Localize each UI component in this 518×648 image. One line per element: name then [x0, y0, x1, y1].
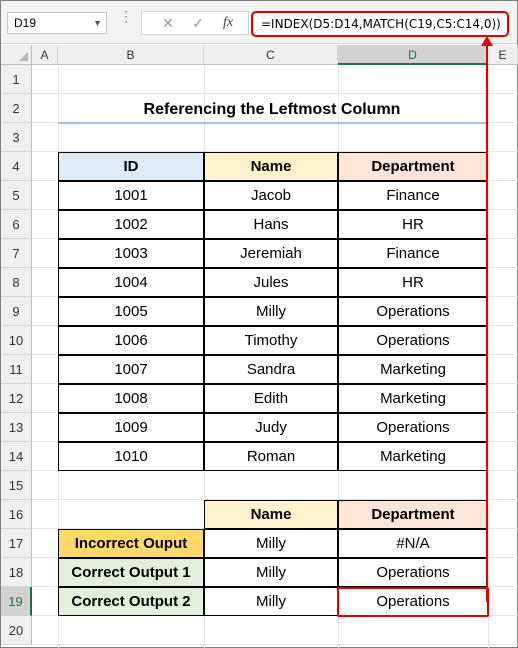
row-header-9[interactable]: 9 [1, 297, 32, 326]
table-cell[interactable]: 1009 [58, 413, 204, 442]
column-header-b[interactable]: B [58, 45, 204, 65]
row-header-7[interactable]: 7 [1, 239, 32, 268]
table-cell[interactable]: 1010 [58, 442, 204, 471]
selected-cell-highlight [337, 587, 489, 617]
row-header-19[interactable]: 19 [1, 587, 32, 616]
row-header-4[interactable]: 4 [1, 152, 32, 181]
table-cell[interactable]: Milly [204, 297, 338, 326]
table-cell[interactable]: Hans [204, 210, 338, 239]
table-cell[interactable]: Jacob [204, 181, 338, 210]
insert-function-icon[interactable]: fx [222, 15, 234, 30]
table-header-cell[interactable]: Name [204, 152, 338, 181]
row-header-16[interactable]: 16 [1, 500, 32, 529]
output-header-cell[interactable]: Department [338, 500, 488, 529]
table-cell[interactable]: Jeremiah [204, 239, 338, 268]
row-header-12[interactable]: 12 [1, 384, 32, 413]
select-all-button[interactable] [1, 45, 32, 65]
table-cell[interactable]: Jules [204, 268, 338, 297]
row-header-8[interactable]: 8 [1, 268, 32, 297]
row-header-13[interactable]: 13 [1, 413, 32, 442]
output-cell[interactable]: Operations [338, 558, 488, 587]
table-cell[interactable]: 1001 [58, 181, 204, 210]
output-cell[interactable]: Operations [338, 587, 488, 616]
output-cell[interactable]: Milly [204, 529, 338, 558]
row-header-14[interactable]: 14 [1, 442, 32, 471]
table-cell[interactable]: 1006 [58, 326, 204, 355]
table-header-cell[interactable]: ID [58, 152, 204, 181]
column-header-d[interactable]: D [338, 45, 488, 65]
row-header-6[interactable]: 6 [1, 210, 32, 239]
sheet-title: Referencing the Leftmost Column [143, 101, 401, 118]
table-cell[interactable]: Operations [338, 297, 488, 326]
table-cell[interactable]: Sandra [204, 355, 338, 384]
table-cell[interactable]: Roman [204, 442, 338, 471]
gridline [32, 93, 518, 94]
formula-buttons [141, 11, 249, 35]
column-header-e[interactable]: E [488, 45, 518, 65]
gridline [488, 65, 489, 648]
table-cell[interactable]: 1005 [58, 297, 204, 326]
table-cell[interactable]: Marketing [338, 442, 488, 471]
output-cell[interactable]: Milly [204, 558, 338, 587]
drag-handle-icon[interactable]: ⋮ [119, 8, 133, 24]
table-cell[interactable]: Marketing [338, 384, 488, 413]
name-box-value: D19 [14, 16, 37, 30]
enter-icon[interactable]: ✓ [192, 15, 204, 31]
output-label-cell[interactable]: Correct Output 1 [58, 558, 204, 587]
row-header-15[interactable]: 15 [1, 471, 32, 500]
output-cell[interactable]: #N/A [338, 529, 488, 558]
chevron-down-icon[interactable]: ▼ [93, 18, 102, 28]
table-cell[interactable]: Operations [338, 413, 488, 442]
table-cell[interactable]: 1008 [58, 384, 204, 413]
table-cell[interactable]: 1007 [58, 355, 204, 384]
row-header-1[interactable]: 1 [1, 65, 32, 94]
cancel-icon[interactable]: ✕ [162, 15, 174, 31]
output-label-cell[interactable]: Incorrect Ouput [58, 529, 204, 558]
row-header-10[interactable]: 10 [1, 326, 32, 355]
row-header-18[interactable]: 18 [1, 558, 32, 587]
arrow-head-icon [481, 36, 493, 46]
table-cell[interactable]: 1003 [58, 239, 204, 268]
table-cell[interactable]: Timothy [204, 326, 338, 355]
row-header-2[interactable]: 2 [1, 94, 32, 123]
title-underline [58, 122, 486, 124]
output-label-cell[interactable]: Correct Output 2 [58, 587, 204, 616]
column-header-c[interactable]: C [204, 45, 338, 65]
gridline [32, 644, 518, 645]
row-header-20[interactable]: 20 [1, 616, 32, 645]
row-header-3[interactable]: 3 [1, 123, 32, 152]
row-header-5[interactable]: 5 [1, 181, 32, 210]
table-cell[interactable]: 1002 [58, 210, 204, 239]
table-cell[interactable]: Finance [338, 239, 488, 268]
table-cell[interactable]: Operations [338, 326, 488, 355]
row-header-17[interactable]: 17 [1, 529, 32, 558]
formula-input[interactable]: =INDEX(D5:D14,MATCH(C19,C5:C14,0)) [251, 11, 509, 37]
formula-bar [1, 1, 517, 44]
table-cell[interactable]: Edith [204, 384, 338, 413]
output-cell[interactable]: Milly [204, 587, 338, 616]
table-cell[interactable]: HR [338, 268, 488, 297]
table-cell[interactable]: Finance [338, 181, 488, 210]
table-header-cell[interactable]: Department [338, 152, 488, 181]
table-cell[interactable]: HR [338, 210, 488, 239]
table-cell[interactable]: Marketing [338, 355, 488, 384]
output-header-cell[interactable]: Name [204, 500, 338, 529]
column-header-a[interactable]: A [32, 45, 58, 65]
annotation-arrow [486, 42, 488, 602]
row-header-11[interactable]: 11 [1, 355, 32, 384]
name-box[interactable] [7, 12, 107, 34]
table-cell[interactable]: Judy [204, 413, 338, 442]
table-cell[interactable]: 1004 [58, 268, 204, 297]
